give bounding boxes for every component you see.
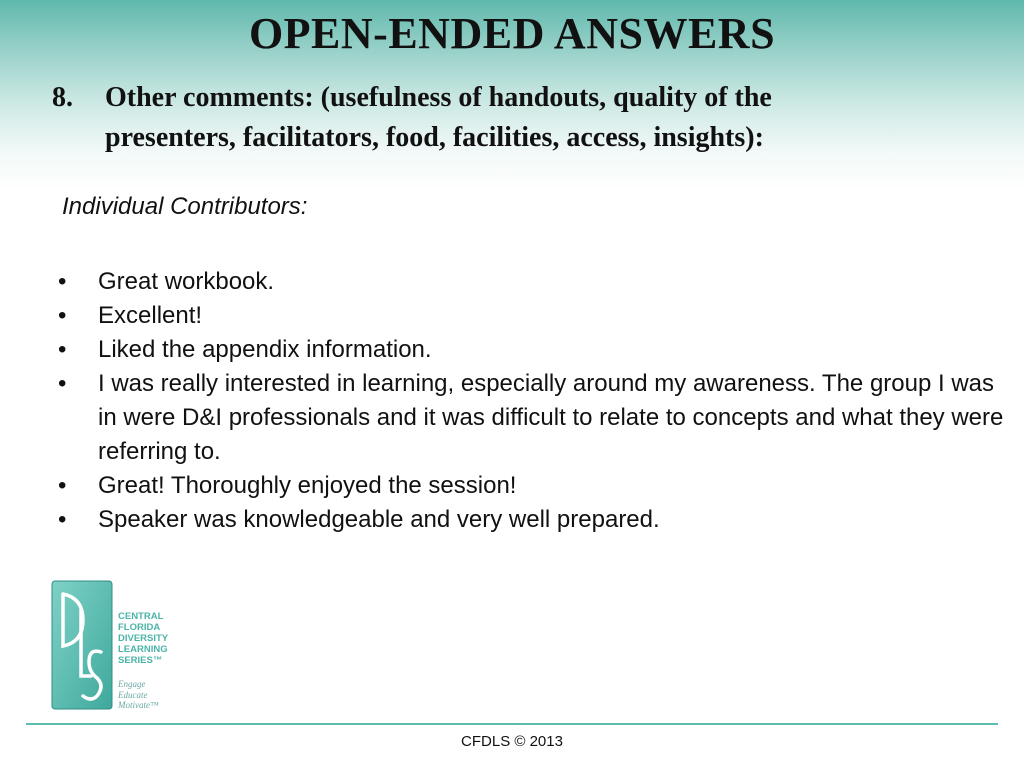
comment-text: Speaker was knowledgeable and very well prepared. — [98, 506, 660, 533]
slide-title: OPEN-ENDED ANSWERS — [248, 9, 776, 58]
logo-name: CENTRAL FLORIDA DIVERSITY LEARNING SERIES™ — [118, 611, 169, 666]
list-item — [58, 503, 1008, 537]
comment-text: Excellent! — [98, 302, 203, 329]
list-item — [58, 265, 1008, 299]
question-text-line-1: Other comments: (usefulness of handouts, quality of the — [105, 82, 772, 113]
footer-copyright: CFDLS © 2013 — [461, 733, 563, 750]
comment-list — [58, 265, 1008, 537]
question — [52, 78, 992, 158]
dls-monogram-icon — [51, 580, 113, 710]
comment-text: Great workbook. — [98, 268, 275, 295]
list-item — [58, 367, 1008, 469]
footer-divider — [26, 723, 998, 725]
bullet-icon: • — [58, 336, 67, 363]
bullet-icon: • — [58, 506, 67, 533]
bullet-icon: • — [58, 302, 67, 329]
bullet-icon: • — [58, 370, 67, 397]
list-item — [58, 469, 1008, 503]
list-item — [58, 333, 1008, 367]
logo-tagline: Engage Educate Motivate™ — [118, 679, 159, 710]
comment-text: Great! Thoroughly enjoyed the session! — [98, 472, 517, 499]
comment-text: Liked the appendix information. — [98, 336, 432, 363]
subheading: Individual Contributors: — [62, 193, 308, 220]
comment-text: I was really interested in learning, especially around my awareness. The group I was in were D&I professionals and it was difficult to relate to concepts and what they were referring to. — [98, 370, 1004, 465]
cfdls-logo — [51, 580, 179, 712]
bullet-icon: • — [58, 472, 67, 499]
question-number: 8. — [52, 82, 73, 113]
list-item — [58, 299, 1008, 333]
bullet-icon: • — [58, 268, 67, 295]
question-text-line-2: presenters, facilitators, food, facilities, access, insights): — [105, 122, 764, 153]
